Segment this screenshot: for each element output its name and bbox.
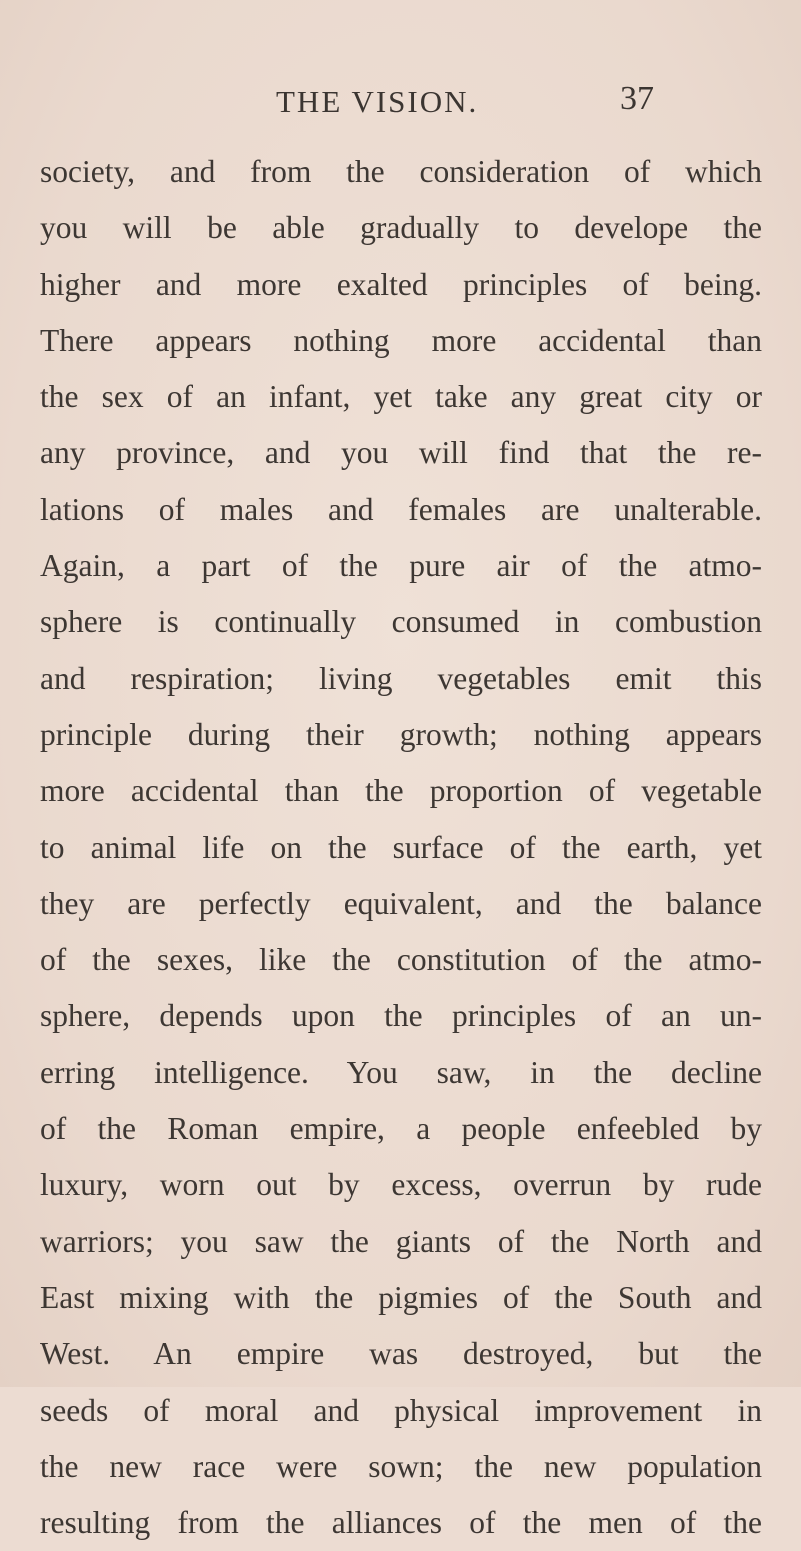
text-line: they are perfectly equivalent, and the balance — [40, 885, 762, 921]
text-line: East mixing with the pigmies of the South and — [40, 1279, 762, 1315]
text-line: more accidental than the proportion of vegetable — [40, 773, 762, 809]
text-line: Again, a part of the pure air of the atmo- — [40, 548, 762, 584]
text-line: of the sexes, like the constitution of the atmo- — [40, 942, 762, 978]
text-line: sphere, depends upon the principles of an un- — [40, 998, 762, 1034]
text-line: and respiration; living vegetables emit this — [40, 660, 762, 696]
text-line: society, and from the consideration of which — [40, 154, 762, 189]
text-line: you will be able gradually to develope the — [40, 210, 762, 246]
text-line: any province, and you will find that the re- — [40, 435, 762, 471]
text-line: to animal life on the surface of the earth, yet — [40, 829, 762, 865]
text-line: the sex of an infant, yet take any great city or — [40, 379, 762, 415]
text-line: West. An empire was destroyed, but the — [40, 1336, 762, 1372]
text-line: principle during their growth; nothing appears — [40, 716, 762, 752]
running-head — [0, 78, 801, 122]
text-line: sphere is continually consumed in combustion — [40, 604, 762, 640]
text-line: seeds of moral and physical improvement in — [40, 1392, 762, 1428]
running-head-title: THE VISION. — [276, 84, 479, 119]
body-text — [40, 144, 762, 1551]
text-line: erring intelligence. You saw, in the decline — [40, 1054, 762, 1090]
text-line: higher and more exalted principles of being. — [40, 266, 762, 302]
text-line: warriors; you saw the giants of the North and — [40, 1223, 762, 1259]
text-line: resulting from the alliances of the men of the — [40, 1505, 762, 1541]
page-number: 37 — [620, 80, 654, 117]
text-line: luxury, worn out by excess, overrun by rude — [40, 1167, 762, 1203]
text-line: There appears nothing more accidental than — [40, 322, 762, 358]
text-line: the new race were sown; the new population — [40, 1448, 762, 1484]
text-line: of the Roman empire, a people enfeebled by — [40, 1111, 762, 1147]
text-line: lations of males and females are unalterable. — [40, 491, 762, 527]
